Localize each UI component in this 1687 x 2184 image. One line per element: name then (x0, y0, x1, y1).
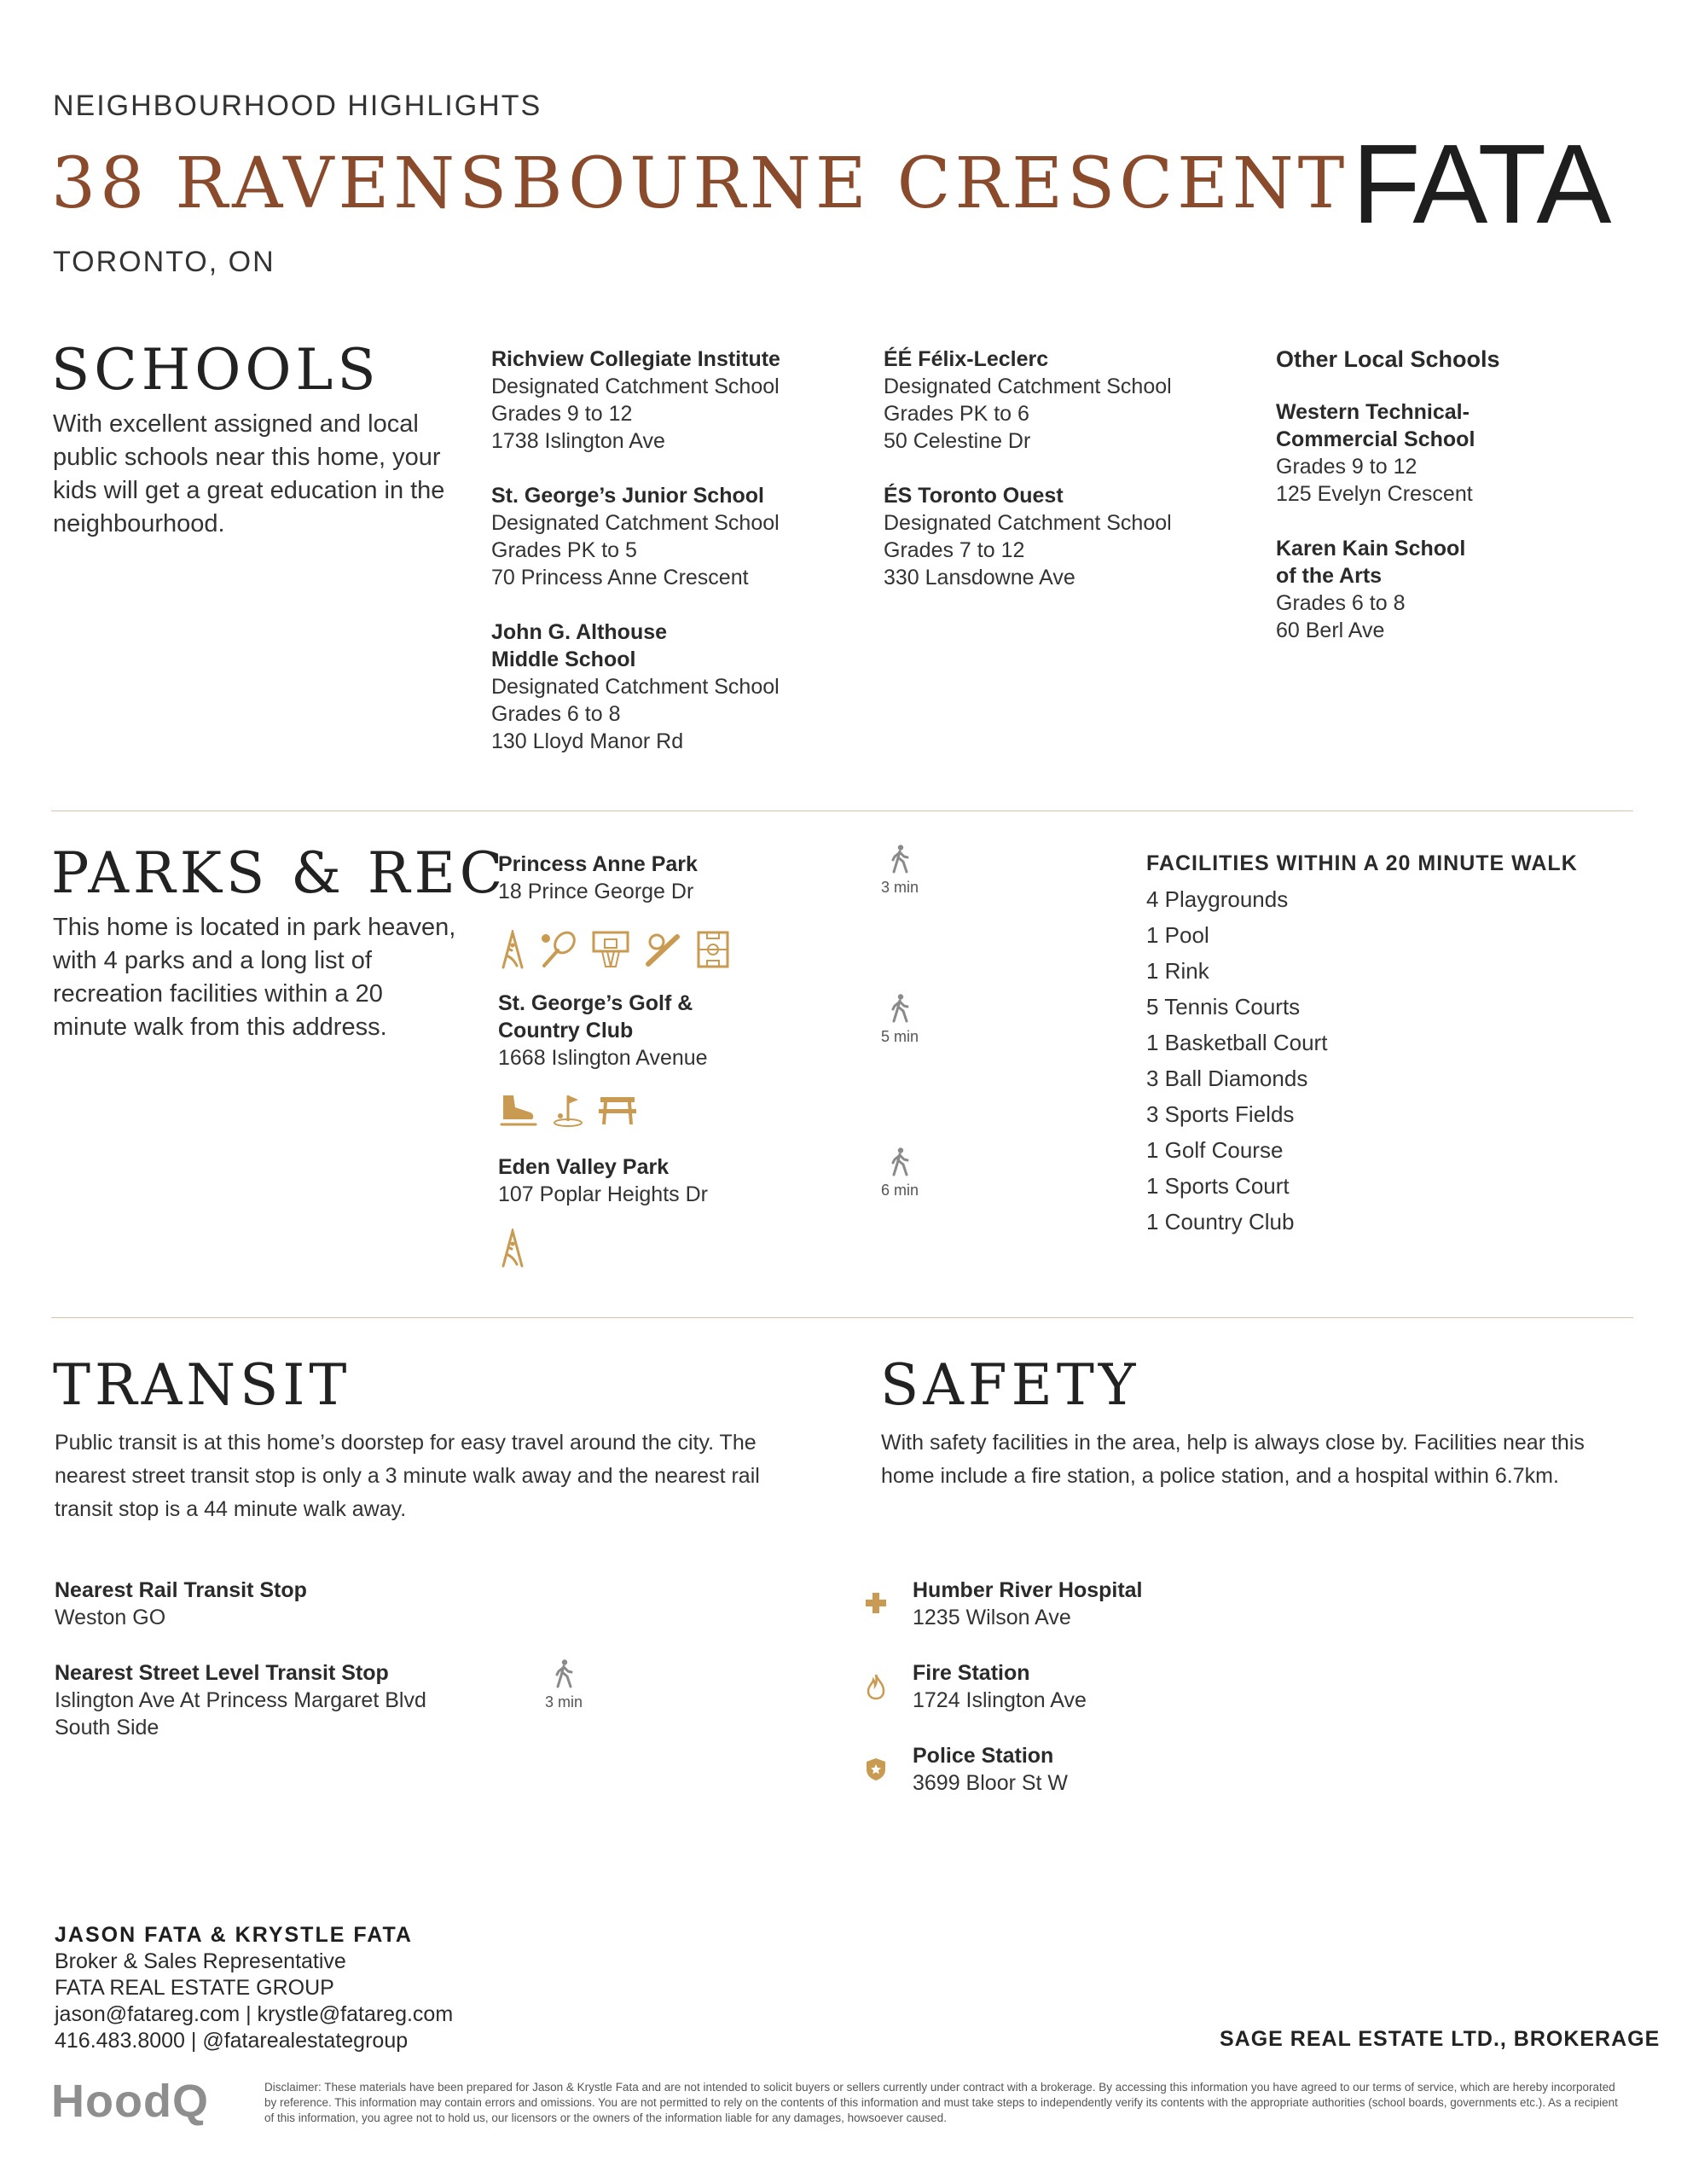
school-name: Western Technical- (1276, 400, 1470, 424)
school-grades: Grades 9 to 12 (1276, 455, 1417, 479)
school-entry (884, 346, 1172, 455)
playground-icon (498, 930, 527, 969)
park-name: Country Club (498, 1019, 634, 1043)
walking-person-icon (554, 1659, 574, 1688)
school-type: Designated Catchment School (491, 511, 780, 535)
walking-person-icon (890, 845, 910, 874)
agent-emails[interactable]: jason@fatareg.com | krystle@fatareg.com (55, 2002, 454, 2026)
schools-title: SCHOOLS (51, 337, 380, 403)
agent-contact (55, 1922, 453, 2054)
school-entry (1276, 398, 1500, 508)
safety-item-name: Police Station (913, 1744, 1054, 1768)
schools-intro: With excellent assigned and local public schools near this home, your kids will get a great education in the neighbourhood. (53, 410, 445, 537)
school-grades: Grades 6 to 8 (1276, 591, 1406, 615)
school-entry (491, 346, 780, 455)
rail-stop-value: Weston GO (55, 1606, 166, 1629)
street-stop (55, 1659, 426, 1741)
school-type: Designated Catchment School (491, 375, 780, 398)
facility-item: 5 Tennis Courts (1146, 994, 1301, 1019)
fire-icon (861, 1672, 890, 1701)
brokerage-name: SAGE REAL ESTATE LTD., BROKERAGE (1220, 2027, 1661, 2051)
school-entry (491, 619, 780, 755)
facility-item: 1 Rink (1146, 958, 1209, 984)
skate-icon (498, 1092, 539, 1128)
school-entry (884, 482, 1172, 591)
basketball-icon (590, 930, 631, 969)
school-name: of the Arts (1276, 564, 1383, 588)
facility-item: 1 Country Club (1146, 1209, 1295, 1234)
school-type: Designated Catchment School (491, 675, 780, 699)
street-stop-label: Nearest Street Level Transit Stop (55, 1661, 389, 1685)
school-address: 1738 Islington Ave (491, 429, 665, 453)
school-list-col1 (491, 346, 780, 755)
school-name: St. George’s Junior School (491, 484, 764, 508)
facility-item: 3 Sports Fields (1146, 1101, 1295, 1127)
school-name: John G. Althouse (491, 620, 668, 644)
walk-time (866, 994, 934, 1046)
safety-title: SAFETY (880, 1352, 1140, 1418)
school-grades: Grades PK to 6 (884, 402, 1029, 426)
facility-item: 1 Basketball Court (1146, 1030, 1328, 1055)
walking-person-icon (890, 1147, 910, 1176)
school-grades: Grades 6 to 8 (491, 702, 621, 726)
park-name: St. George’s Golf & (498, 991, 693, 1015)
section-divider (51, 810, 1633, 811)
school-list-col3 (1276, 346, 1500, 644)
safety-item (913, 1742, 1068, 1797)
school-name: ÉÉ Félix-Leclerc (884, 347, 1049, 371)
walk-time-label: 5 min (880, 1028, 919, 1045)
park-address: 18 Prince George Dr (498, 880, 694, 903)
picnic-table-icon (597, 1092, 638, 1128)
walk-time-label: 6 min (880, 1182, 919, 1199)
school-type: Designated Catchment School (884, 511, 1172, 535)
sports-field-icon (696, 930, 730, 969)
golf-icon (551, 1092, 585, 1128)
school-name: Karen Kain School (1276, 537, 1466, 561)
street-stop-value: South Side (55, 1716, 159, 1740)
school-name: ÉS Toronto Ouest (884, 484, 1064, 508)
rail-stop-label: Nearest Rail Transit Stop (55, 1578, 307, 1602)
park-name: Princess Anne Park (498, 852, 698, 876)
facility-item: 1 Sports Court (1146, 1173, 1290, 1199)
park-entry (498, 1153, 708, 1208)
school-address: 70 Princess Anne Crescent (491, 566, 749, 590)
hoodq-logo: HoodQ (51, 2076, 209, 2127)
park-entry (498, 851, 698, 905)
parks-intro: This home is located in park heaven, with 4 parks and a long list of recreation facilities within a 20 minute walk from this address. (53, 914, 456, 1041)
agent-role: Broker & Sales Representative (55, 1949, 346, 1973)
park-entry (498, 990, 708, 1072)
facilities-list (1146, 881, 1327, 1240)
park-facility-icons (498, 1092, 638, 1128)
baseball-icon (643, 930, 684, 969)
safety-item (913, 1577, 1143, 1631)
tennis-icon (539, 930, 578, 969)
police-badge-icon (861, 1755, 890, 1784)
transit-intro: Public transit is at this home’s doorstep for easy travel around the city. The nearest street transit stop is only a 3 minute walk away and the nearest rail transit stop is a 44 minute walk away. (55, 1431, 760, 1521)
safety-item-name: Humber River Hospital (913, 1578, 1143, 1602)
walk-time (866, 845, 934, 897)
safety-intro: With safety facilities in the area, help is always close by. Facilities near this home include a fire station, a police station, and a hospital within 6.7km. (881, 1431, 1585, 1488)
street-stop-value: Islington Ave At Princess Margaret Blvd (55, 1688, 426, 1712)
fata-logo: FATA (1352, 121, 1610, 247)
safety-item-name: Fire Station (913, 1661, 1030, 1685)
school-grades: Grades PK to 5 (491, 538, 637, 562)
safety-item-address: 1724 Islington Ave (913, 1688, 1087, 1712)
walk-time (866, 1147, 934, 1199)
school-grades: Grades 7 to 12 (884, 538, 1025, 562)
facility-item: 4 Playgrounds (1146, 886, 1289, 912)
school-entry (491, 482, 780, 591)
transit-title: TRANSIT (53, 1352, 351, 1418)
walk-time-label: 3 min (544, 1693, 583, 1711)
parks-title: PARKS & REC (51, 840, 507, 906)
school-address: 330 Lansdowne Ave (884, 566, 1075, 590)
facility-item: 1 Pool (1146, 922, 1209, 948)
walk-time (530, 1659, 598, 1711)
school-list-col2 (884, 346, 1172, 591)
safety-item-address: 1235 Wilson Ave (913, 1606, 1071, 1629)
park-facility-icons (498, 1228, 527, 1268)
school-name: Commercial School (1276, 427, 1475, 451)
park-address: 107 Poplar Heights Dr (498, 1182, 708, 1206)
school-grades: Grades 9 to 12 (491, 402, 633, 426)
other-schools-heading: Other Local Schools (1276, 346, 1500, 372)
park-name: Eden Valley Park (498, 1155, 670, 1179)
school-name: Richview Collegiate Institute (491, 347, 780, 371)
safety-item (913, 1659, 1087, 1714)
property-address: 38 RAVENSBOURNE CRESCENT (51, 143, 1349, 224)
facility-item: 3 Ball Diamonds (1146, 1066, 1308, 1091)
section-divider (51, 1317, 1633, 1318)
agent-names: JASON FATA & KRYSTLE FATA (55, 1923, 413, 1947)
hospital-cross-icon (861, 1589, 890, 1618)
disclaimer-text: Disclaimer: These materials have been prepared for Jason & Krystle Fata and are not intended to solicit buyers or sellers currently under contract with a brokerage. By accessing this information you have agreed to our terms of service, which are hereby incorporated by reference. This information may contain errors and omissions. You are not permitted to rely on the contents of this information and must take steps to independently verify its contents with the appropriate authorities (school boards, governments etc.). As a recipient of this information, you agree not to hold us, our licensors or the owners of the information liable for any damages, howsoever caused. (264, 2081, 1618, 2124)
school-address: 50 Celestine Dr (884, 429, 1031, 453)
playground-icon (498, 1228, 527, 1268)
walk-time-label: 3 min (880, 879, 919, 896)
school-name: Middle School (491, 648, 636, 671)
school-address: 60 Berl Ave (1276, 619, 1385, 642)
safety-item-address: 3699 Bloor St W (913, 1771, 1069, 1795)
park-address: 1668 Islington Avenue (498, 1046, 708, 1070)
school-type: Designated Catchment School (884, 375, 1172, 398)
school-address: 130 Lloyd Manor Rd (491, 729, 684, 753)
school-address: 125 Evelyn Crescent (1276, 482, 1473, 506)
agent-phone-social[interactable]: 416.483.8000 | @fatarealestategroup (55, 2029, 409, 2053)
facility-item: 1 Golf Course (1146, 1137, 1284, 1163)
park-facility-icons (498, 930, 730, 969)
rail-stop (55, 1577, 307, 1631)
facilities-heading: FACILITIES WITHIN A 20 MINUTE WALK (1146, 851, 1578, 875)
walking-person-icon (890, 994, 910, 1023)
eyebrow-title: NEIGHBOURHOOD HIGHLIGHTS (53, 90, 542, 122)
property-city: TORONTO, ON (53, 246, 275, 278)
agent-group: FATA REAL ESTATE GROUP (55, 1976, 334, 2000)
school-entry (1276, 535, 1500, 644)
